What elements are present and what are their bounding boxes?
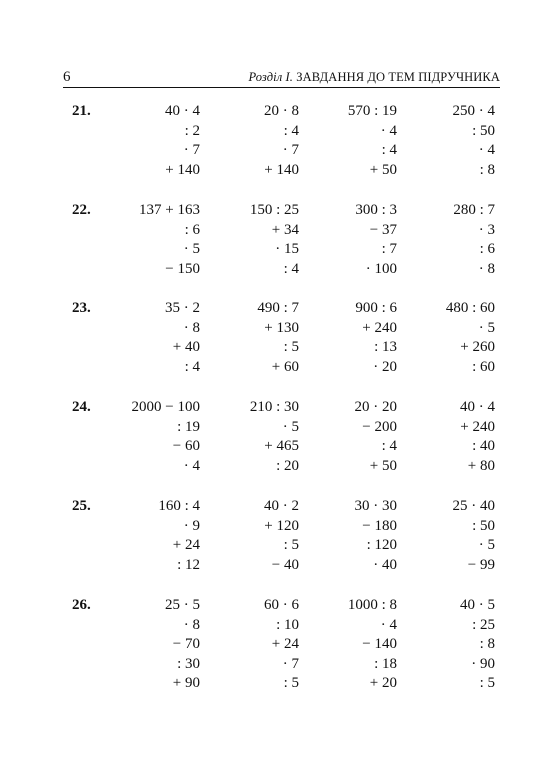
calculation-chain — [165, 299, 200, 377]
calculation-step: : 6 — [479, 241, 495, 257]
calculation-step: 30 · 30 — [354, 498, 397, 514]
task-number: 25. — [72, 498, 91, 514]
calculation-step: · 4 — [380, 616, 397, 633]
calculation-step: 40 · 4 — [460, 399, 495, 415]
task-number: 21. — [72, 103, 91, 119]
calculation-step: · 5 — [183, 241, 200, 257]
calculation-step: − 37 — [369, 221, 397, 238]
calculation-step: 570 : 19 — [347, 103, 397, 119]
calculation-step: 1000 : 8 — [347, 597, 397, 613]
task-number: 22. — [72, 202, 91, 218]
calculation-step: + 50 — [369, 161, 397, 178]
calculation-step: − 180 — [362, 517, 397, 534]
calculation-step: 900 : 6 — [355, 300, 397, 316]
calculation-step: : 6 — [184, 221, 200, 238]
calculation-step: 160 : 4 — [158, 498, 200, 514]
calculation-step: : 8 — [479, 636, 495, 652]
calculation-step: 20 · 20 — [354, 399, 397, 415]
calculation-chain — [165, 102, 200, 180]
calculation-step: 60 · 6 — [264, 597, 299, 613]
calculation-step: 137 + 163 — [139, 202, 200, 218]
calculation-step: : 4 — [283, 122, 299, 139]
calculation-step: : 7 — [381, 241, 397, 257]
calculation-step: + 130 — [264, 319, 299, 336]
calculation-step: : 60 — [472, 358, 495, 375]
calculation-chain — [446, 299, 495, 377]
calculation-step: 480 : 60 — [445, 300, 495, 316]
calculation-step: · 4 — [478, 142, 495, 158]
calculation-step: + 260 — [460, 339, 495, 355]
calculation-step: · 8 — [478, 260, 495, 277]
calculation-step: : 4 — [184, 358, 200, 375]
calculation-step: − 200 — [362, 418, 397, 435]
calculation-step: : 12 — [177, 556, 200, 573]
calculation-step: 150 : 25 — [249, 202, 299, 218]
calculation-chain — [250, 398, 299, 476]
calculation-step: 210 : 30 — [249, 399, 299, 415]
calculation-step: : 20 — [276, 457, 299, 474]
chapter-title: ЗАВДАННЯ ДО ТЕМ ПІДРУЧНИКА — [296, 70, 500, 84]
calculation-step: − 60 — [172, 438, 200, 454]
calculation-step: 300 : 3 — [355, 202, 397, 218]
calculation-step: 280 : 7 — [453, 202, 495, 218]
page-number: 6 — [63, 69, 71, 85]
calculation-step: + 24 — [172, 537, 200, 553]
calculation-step: 40 · 4 — [165, 103, 200, 119]
calculation-step: 35 · 2 — [165, 300, 200, 316]
calculation-step: 250 · 4 — [452, 103, 495, 119]
calculation-step: + 50 — [369, 457, 397, 474]
calculation-step: · 4 — [183, 457, 200, 474]
calculation-step: + 20 — [369, 675, 397, 691]
calculation-step: 25 · 40 — [452, 498, 495, 514]
calculation-chain — [460, 398, 495, 476]
calculation-step: + 24 — [271, 636, 299, 652]
calculation-step: − 99 — [467, 556, 495, 573]
calculation-step: : 5 — [283, 537, 299, 553]
calculation-step: − 70 — [172, 636, 200, 652]
calculation-step: 25 · 5 — [165, 597, 200, 613]
calculation-step: · 20 — [373, 358, 397, 375]
calculation-step: · 100 — [365, 260, 397, 277]
calculation-step: : 50 — [472, 517, 495, 534]
calculation-step: 40 · 5 — [460, 597, 495, 613]
task-number: 24. — [72, 399, 91, 415]
calculation-chain — [460, 596, 495, 694]
calculation-step: · 40 — [373, 556, 397, 573]
calculation-step: : 8 — [479, 161, 495, 178]
calculation-chain — [355, 497, 398, 575]
calculation-step: · 7 — [183, 142, 200, 158]
calculation-chain — [165, 596, 200, 694]
calculation-chain — [348, 596, 397, 694]
calculation-step: · 8 — [183, 616, 200, 633]
calculation-step: + 140 — [264, 161, 299, 178]
calculation-step: · 15 — [275, 241, 299, 257]
calculation-step: : 50 — [472, 122, 495, 139]
calculation-step: 490 : 7 — [257, 300, 299, 316]
calculation-step: · 8 — [183, 319, 200, 336]
calculation-step: + 34 — [271, 221, 299, 238]
calculation-step: + 465 — [264, 438, 299, 454]
calculation-step: · 4 — [380, 122, 397, 139]
calculation-step: · 7 — [282, 655, 299, 672]
calculation-step: · 3 — [478, 221, 495, 238]
calculation-step: − 150 — [165, 260, 200, 277]
calculation-step: 2000 − 100 — [131, 399, 200, 415]
calculation-step: + 90 — [172, 675, 200, 691]
calculation-step: : 25 — [472, 616, 495, 633]
calculation-step: : 18 — [374, 655, 397, 672]
calculation-step: : 4 — [381, 438, 397, 454]
calculation-chain — [158, 497, 200, 575]
calculation-step: · 9 — [183, 517, 200, 534]
calculation-step: + 240 — [362, 319, 397, 336]
calculation-step: : 5 — [283, 339, 299, 355]
calculation-chain — [132, 398, 200, 476]
calculation-step: : 19 — [177, 418, 200, 435]
calculation-step: : 5 — [283, 675, 299, 691]
calculation-step: · 7 — [282, 142, 299, 158]
calculation-chain — [453, 497, 496, 575]
calculation-step: + 40 — [172, 339, 200, 355]
calculation-step: 40 · 2 — [264, 498, 299, 514]
calculation-chain — [264, 596, 299, 694]
calculation-step: + 80 — [467, 457, 495, 474]
calculation-step: − 140 — [362, 636, 397, 652]
calculation-step: : 10 — [276, 616, 299, 633]
calculation-chain — [257, 299, 299, 377]
calculation-step: · 5 — [478, 319, 495, 336]
calculation-step: · 90 — [471, 655, 495, 672]
calculation-chain — [453, 102, 496, 180]
calculation-chain — [250, 201, 299, 279]
calculation-step: : 4 — [381, 142, 397, 158]
calculation-step: : 120 — [366, 537, 397, 553]
section-label: Розділ І. — [248, 70, 293, 84]
calculation-step: : 13 — [374, 339, 397, 355]
calculation-chain — [355, 398, 398, 476]
calculation-step: · 5 — [282, 418, 299, 435]
calculation-step: + 120 — [264, 517, 299, 534]
calculation-step: : 2 — [184, 122, 200, 139]
calculation-chain — [264, 102, 299, 180]
calculation-step: 20 · 8 — [264, 103, 299, 119]
calculation-chain — [348, 102, 397, 180]
calculation-step: : 30 — [177, 655, 200, 672]
calculation-chain — [355, 299, 397, 377]
task-number: 23. — [72, 300, 91, 316]
calculation-step: : 5 — [479, 675, 495, 691]
calculation-chain — [355, 201, 397, 279]
calculation-step: + 240 — [460, 418, 495, 435]
calculation-step: : 4 — [283, 260, 299, 277]
calculation-step: + 60 — [271, 358, 299, 375]
calculation-chain — [264, 497, 299, 575]
calculation-chain — [453, 201, 495, 279]
calculation-step: − 40 — [271, 556, 299, 573]
calculation-step: : 40 — [472, 438, 495, 454]
calculation-step: · 5 — [478, 537, 495, 553]
task-number: 26. — [72, 597, 91, 613]
calculation-chain — [139, 201, 200, 279]
calculation-step: + 140 — [165, 161, 200, 178]
